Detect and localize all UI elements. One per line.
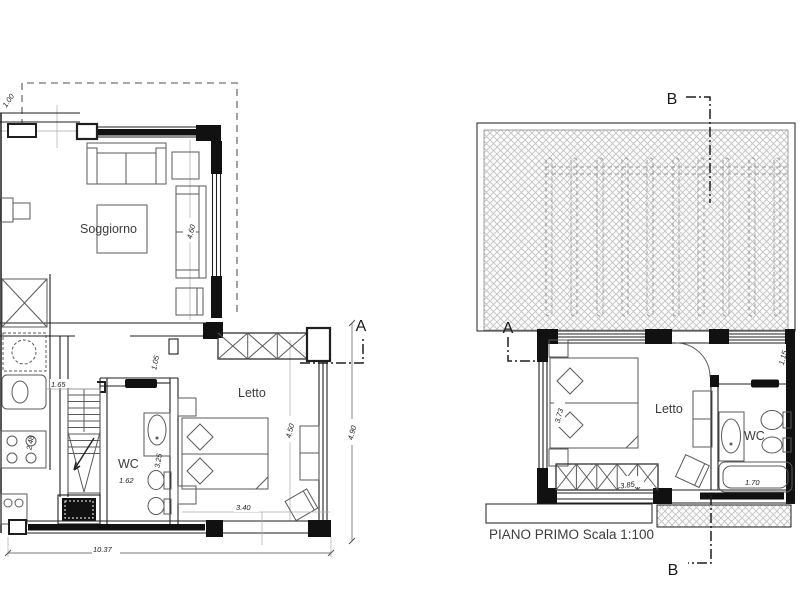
ground-floor-plan bbox=[0, 83, 367, 557]
first-floor-plan bbox=[477, 91, 795, 579]
sofa bbox=[87, 143, 166, 184]
section-label-a-first: A bbox=[502, 320, 514, 337]
tv-unit bbox=[0, 198, 30, 222]
section-label-a-ground: A bbox=[355, 318, 367, 335]
dim-stair-depth: 2.48 bbox=[24, 434, 36, 451]
dim-bedroom-depth: 4.50 bbox=[283, 422, 297, 439]
dimensions-ground bbox=[0, 91, 358, 557]
staircase bbox=[58, 336, 107, 524]
dim-overhang: 1.00 bbox=[0, 92, 17, 110]
room-label-wc-first: WC bbox=[744, 429, 765, 443]
living-top-wall bbox=[77, 124, 221, 141]
dim-stair-width: 1.65 bbox=[51, 380, 66, 389]
dim-wc-depth: 3.25 bbox=[152, 452, 164, 469]
living-bottom-wall bbox=[0, 323, 206, 336]
room-label-letto-ground: Letto bbox=[238, 386, 266, 400]
room-label-letto-first: Letto bbox=[655, 402, 683, 416]
dim-bedroom-width: 3.40 bbox=[236, 503, 251, 512]
room-label-wc-ground: WC bbox=[118, 457, 139, 471]
dim-bed-length: 3.73 bbox=[552, 407, 566, 424]
dim-bathtub: 1.70 bbox=[745, 478, 760, 487]
dim-wc-width: 1.62 bbox=[119, 476, 134, 485]
dim-corridor: 1.15 bbox=[776, 349, 790, 366]
dim-living-window: 4.60 bbox=[184, 223, 198, 240]
dim-wardrobe-wall: 3.85 bbox=[619, 479, 636, 491]
dim-hall-width: 1.05 bbox=[149, 354, 162, 371]
room-label-soggiorno: Soggiorno bbox=[80, 222, 137, 236]
section-label-b-bottom: B bbox=[667, 562, 679, 579]
section-label-b-top: B bbox=[666, 91, 678, 108]
kitchen bbox=[1, 274, 50, 524]
wc-ground bbox=[100, 378, 178, 524]
side-table bbox=[172, 152, 199, 179]
dim-front-total: 10.37 bbox=[93, 545, 112, 554]
balcony-first bbox=[486, 504, 791, 527]
roof-terrace bbox=[477, 123, 795, 331]
dim-side-total: 4.90 bbox=[345, 424, 359, 441]
armchair bbox=[176, 288, 203, 315]
living-right-wall bbox=[206, 141, 223, 338]
entry-wall bbox=[0, 113, 80, 137]
letto-first bbox=[549, 340, 712, 490]
plan-title: PIANO PRIMO Scala 1:100 bbox=[489, 527, 655, 542]
dimensions-first bbox=[553, 349, 790, 491]
roof-overhang-outline bbox=[22, 83, 237, 314]
